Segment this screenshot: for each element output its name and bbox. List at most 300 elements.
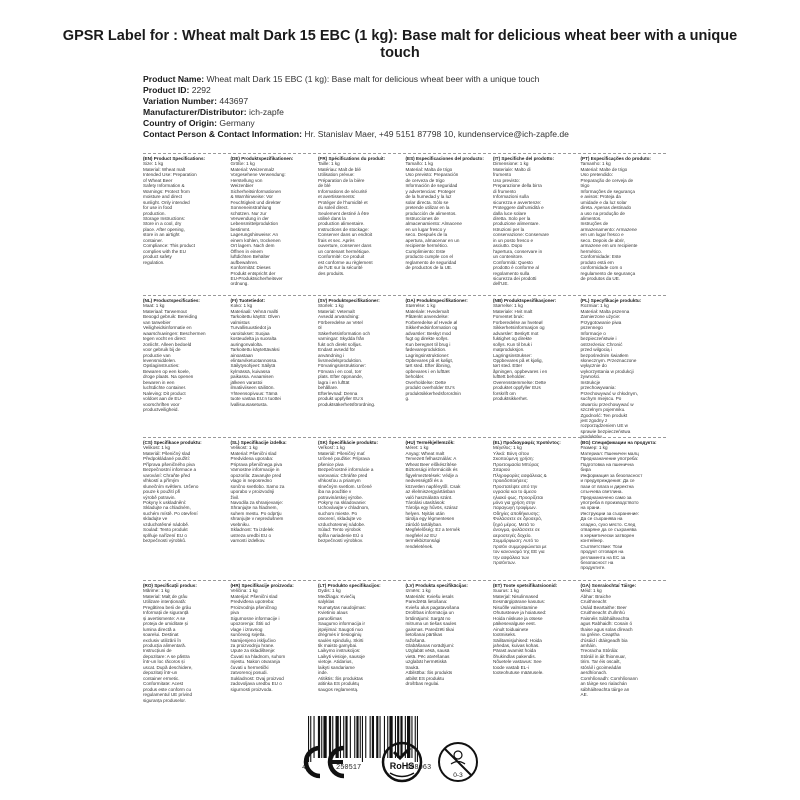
spec-line: Materiál: Pšeničný slad [143, 450, 191, 456]
spec-line: vsebniku. [230, 521, 250, 527]
spec-heading: (DA) Produktspecifikationer: [405, 298, 468, 303]
spec-line: Seulement destiné à être [318, 210, 370, 216]
spec-line: lagra i en lufttät [318, 379, 350, 385]
spec-line: dalla luce solare [493, 210, 527, 216]
spec-cell [143, 581, 227, 721]
spec-line: rendeletének. [405, 543, 434, 549]
spec-line: Материал: Пшеничен малц [580, 450, 639, 456]
spec-line: Materiał: Malta pszenna [580, 308, 630, 314]
spec-line: Materiál: Pšeničný mať [318, 450, 365, 456]
spec-line: mjestu. Nakon otvaranja [230, 659, 281, 665]
spec-line: paikassa. Avaamisen [230, 374, 274, 380]
spec-line: Подготовка на пшенична [580, 461, 634, 467]
spec-line: Lebensmittelproduktion [230, 221, 278, 227]
spec-heading: (ES) Especificaciones del producto: [405, 156, 484, 161]
spec-line: sprawie bezpieczeństwa [580, 428, 631, 434]
spec-line: Przygotowanie piwa [580, 319, 622, 325]
meta-value: 443697 [219, 96, 249, 106]
spec-line: Stóráil in áit fhionnuar, [580, 653, 626, 659]
spec-line: čuvati u hermetički [230, 664, 269, 670]
spec-cell [318, 154, 402, 294]
spec-line: Wheat Beer előkészítése [405, 461, 457, 467]
spec-heading: (BG) Спецификации на продукта: [580, 440, 657, 445]
spec-line: Beoogd gebruik: Bereiding [143, 314, 198, 320]
spec-line: Utilizare intenționată: [143, 599, 186, 605]
spec-cell [406, 438, 490, 578]
spec-line: fukt och direkt solljus. [318, 341, 362, 347]
spec-line: användning i [318, 352, 345, 358]
spec-line: alimentos. [580, 215, 602, 221]
spec-line: Kun beregnet til brug i [405, 341, 451, 347]
spec-line: Materiale: Hvit malt [493, 308, 533, 314]
spec-line: Ainult toiduainete [493, 626, 529, 632]
spec-line: Πληροφορίες ασφάλειας & [493, 472, 547, 478]
spec-line: ainoastaan [230, 352, 253, 358]
spec-line: frumento [493, 172, 512, 178]
spec-line: ξηρό μέρος. Μετά το [493, 521, 535, 527]
spec-line: atbilst ES produktu [405, 675, 445, 681]
spec-cell [581, 438, 665, 578]
spec-line: zatvorenoj posudi. [230, 670, 268, 676]
spec-line: & Warnhinweise: Vor [230, 194, 273, 200]
spec-line: for use in food [143, 205, 173, 211]
spec-line: пази от влага и директна [580, 483, 634, 489]
spec-line: in un posto fresco e [493, 237, 534, 243]
spec-line: direta. Apenas destinado [580, 205, 632, 211]
spec-line: tørt sted. Efter åbning, [405, 363, 451, 369]
spec-line: Σκοπούμενη χρήση: [493, 456, 534, 462]
spec-line: frais et sec. Après [318, 237, 355, 243]
spec-line: tirim. Tar éis oscailt, [580, 659, 621, 665]
spec-line: of Wheat Beer [143, 177, 173, 183]
spec-line: Informations de sécurité [318, 188, 368, 194]
spec-line: livsmedelsproduktion. [318, 357, 363, 363]
spec-line: aufbewahren. [230, 259, 259, 265]
spec-line: Numatytas naudojimas: [318, 604, 367, 610]
spec-line: Forberedelse av hveteøl [493, 319, 543, 325]
spec-line: wyłącznie do [580, 363, 607, 369]
spec-line: en un lugar fresco y [405, 226, 446, 232]
spec-line: živil. [230, 494, 240, 500]
spec-line: Οδηγίες αποθήκευσης: [493, 510, 540, 516]
spec-line: Méid: 1 kg [580, 588, 602, 594]
spec-line: Förberedelse av Vetel [318, 319, 363, 325]
spec-line: pretende utilizar en la [405, 205, 450, 211]
spec-cell [406, 296, 490, 436]
spec-line: gaismas. Paredzēti tikai [405, 626, 455, 632]
spec-line: du soleil direct. [318, 205, 349, 211]
spec-heading: (HR) Specifikacije proizvoda: [230, 583, 294, 588]
spec-line: za proizvodnju hrane. [230, 642, 275, 648]
spec-line: Laikyti vėsioje, sausoje [318, 653, 365, 659]
spec-line: Material: Weizenmalz [230, 166, 275, 172]
spec-line: Tarkoitettu käyttö: Olven [230, 314, 280, 320]
spec-line: voorschriften voor [143, 401, 180, 407]
spec-line: na gréine. Ceaptha [580, 632, 620, 638]
spec-line: Efterlevnad: Denna [318, 390, 358, 396]
spec-cell [493, 154, 577, 294]
meta-row [143, 129, 743, 140]
spec-line: bezpečnosti výrobků. [143, 538, 187, 544]
spec-line: продукт отговаря на [580, 549, 624, 555]
spec-line: Turvallisuustiedot ja [230, 325, 271, 331]
spec-line: și avertismente: A se [143, 615, 186, 621]
spec-line: Tamanho: 1 kg [580, 161, 611, 167]
spec-line: spĺňa nariadenie EÚ o [318, 532, 364, 538]
spec-line: Nisuõlle valmistamine [493, 604, 538, 610]
spec-line: Soulad: Tento produkt [143, 527, 188, 533]
spec-line: Mărime: 1 kg [143, 588, 170, 594]
spec-line: production. [143, 210, 166, 216]
spec-line: producción de alimentos. [405, 210, 457, 216]
spec-line: Storlek: 1 kg [318, 303, 344, 309]
spec-line: Informații de siguranță [143, 610, 189, 616]
spec-line: produkt uppfyller EU:s [318, 396, 364, 402]
spec-line: tooteohutuse määrusele. [493, 670, 544, 676]
spec-line: Material: Malta de trigo [405, 166, 453, 172]
spec-line: ηλιακό φως. Προορίζεται [493, 494, 544, 500]
spec-line: Μέγεθος: 1 kg [493, 445, 522, 451]
spec-line: einem kühlen, trockenen [230, 237, 281, 243]
spec-line: Предназначено само за [580, 494, 632, 500]
spec-line: slnečným svetlom. Určené [318, 483, 372, 489]
spec-line: Konformität: Dieses [230, 265, 271, 271]
spec-line: regolamento sulla [493, 270, 530, 276]
spec-line: termékbiztonsági [405, 538, 441, 544]
spec-row [143, 580, 666, 723]
spec-line: zadovoljava uredbu EU o [230, 681, 282, 687]
spec-line: g. [405, 396, 410, 402]
spec-line: lietošanai pārtikas [405, 632, 443, 638]
spec-line: di frumento [493, 188, 516, 194]
spec-line: sunčevog svjetla. [230, 632, 266, 638]
spec-line: Saugumo informacija ir [318, 621, 365, 627]
spec-heading: (NL) Productspecificaties: [143, 298, 200, 303]
spec-line: solar directa. Sólo se [405, 199, 449, 205]
spec-line: vlago in neposredno [230, 478, 272, 484]
spec-line: Informazioni sulla [493, 194, 529, 200]
spec-line: Veiligheidsinformatie en [143, 325, 192, 331]
spec-line: и предупреждения: Да се [580, 478, 635, 484]
spec-line: vzduchotesnej nádobe. [318, 521, 366, 527]
spec-line: splňuje nařízení EU o [143, 532, 187, 538]
spec-line: depozitați într-un [143, 670, 178, 676]
barcode-bar [360, 716, 361, 758]
spec-line: schützen. Nur zur [230, 210, 267, 216]
spec-line: Предназначение употреба: [580, 456, 639, 462]
spec-line: Påtænkt anvendelse: [405, 314, 449, 320]
spec-line: Przechowywać w chłodnym, [580, 390, 638, 396]
spec-line: Υλικό: Βύνη σίτου [493, 450, 530, 456]
spec-line: sollys. Kun til bruk i [493, 341, 533, 347]
spec-line: almacenamiento: Almacene [405, 221, 462, 227]
spec-line: apertura, almacenar en un [405, 237, 460, 243]
spec-line: przechowywania: [580, 385, 616, 391]
spec-line: Pärast avamist hoida [493, 648, 536, 654]
spec-line: Säkerhetsinformation och [318, 330, 371, 336]
spec-line: Size: 1 kg [143, 161, 164, 167]
spec-line: Kvietinio alaus [318, 610, 348, 616]
spec-line: Öffnen in einem [230, 248, 263, 254]
spec-heading: (SL) Specifikacije izdelka: [230, 440, 287, 445]
spec-line: Příprava pšeničného piva [143, 461, 195, 467]
rohs-icon [380, 740, 424, 789]
spec-cell [231, 296, 315, 436]
spec-row [143, 437, 666, 580]
spec-line: Varnostne informacije in [230, 467, 280, 473]
spec-cell [143, 296, 227, 436]
spec-cell [318, 438, 402, 578]
spec-line: piva [230, 610, 239, 616]
meta-value: ich-zapfe [249, 107, 284, 117]
spec-line: Laikymo instrukcijos: [318, 648, 361, 654]
spec-cell [143, 154, 227, 294]
spec-line: Инструкции за съхранение: [580, 510, 640, 516]
spec-line: EU-Produktsicherheitsver [230, 275, 283, 281]
spec-line: paruošimas [318, 615, 342, 621]
spec-line: Pregătirea berii de grâu [143, 604, 192, 610]
spec-line: Bezpečnostní informace a [143, 467, 197, 473]
spec-line: bezpośrednim światłem [580, 352, 629, 358]
spec-line: an táirge seo rialachán [580, 681, 627, 687]
spec-line: atitinka ES produktų [318, 681, 360, 687]
spec-line: Overensstemmelse: Dette [493, 379, 547, 385]
spec-line: helyen. Nyitás után [405, 510, 445, 516]
spec-line: Storage Instructions: [143, 215, 186, 221]
spec-line: pšenice piva [318, 461, 344, 467]
spec-line: Cumplimiento: Este [405, 248, 446, 254]
spec-line: rozporządzeniem UE w [580, 423, 628, 429]
spec-line: uscat. După deschidere, [143, 664, 193, 670]
spec-line: Skladnost: Ta izdelek [230, 527, 274, 533]
barcode-bar [370, 716, 371, 758]
spec-line: контейнер. [580, 538, 604, 544]
spec-line: słonecznym. Przeznaczone [580, 357, 637, 363]
spec-line: store in an airtight [143, 232, 180, 238]
spec-line: producto cumple con el [405, 254, 453, 260]
spec-line: a uso na produção de [580, 210, 625, 216]
spec-line: de blé [318, 183, 331, 189]
spec-line: e avisos: Proteja da [580, 194, 621, 200]
spec-line: Да се съхранява на [580, 516, 623, 522]
spec-line: bezpieczeństwie i [580, 336, 617, 342]
spec-line: ostrzeżenia: Chronić [580, 341, 623, 347]
spec-heading: (LV) Produkta specifikācijas: [405, 583, 468, 588]
spec-line: umidade e da luz solar [580, 199, 627, 205]
spec-line: laikyti sandariame [318, 664, 355, 670]
spec-line: varnosti izdelkov. [230, 538, 266, 544]
spec-line: Kviešu alus pagatavošana [405, 604, 460, 610]
spec-line: Comhlíonadh: Comhlíonann [580, 675, 638, 681]
spec-line: elintarviketuotannossa. [230, 357, 278, 363]
spec-line: употреба в производството [580, 499, 639, 505]
barcode-bar [356, 716, 358, 758]
spec-line: reglamento de seguridad [405, 259, 457, 265]
spec-line: Izmērs: 1 kg [405, 588, 431, 594]
spec-cell [581, 581, 665, 721]
spec-line: Material: Vetemalt [318, 308, 355, 314]
spec-line: upozorenja: Štiti od [230, 621, 270, 627]
spec-line: Opbevares på et køligt, [405, 357, 453, 363]
spec-line: lufttett beholder. [493, 374, 526, 380]
spec-line: produktsikkerhedsforordnin [405, 390, 461, 396]
spec-line: Размер: 1 kg [580, 445, 608, 451]
meta-row [143, 85, 743, 96]
spec-line: figyelmeztetések: Védje a [405, 472, 458, 478]
spec-line: într-un loc răcoros și [143, 659, 185, 665]
spec-line: d'úsáid i dtáirgeadh bia [580, 637, 628, 643]
spec-line: uzglabāt hermētiskā [405, 659, 447, 665]
spec-heading: (ET) Toote spetsifikatsioonid: [493, 583, 558, 588]
spec-line: traukā. [405, 664, 420, 670]
spec-line: jälkeen varastoi [230, 379, 263, 385]
spec-line: regulamento de segurança [580, 270, 636, 276]
spec-line: container. [143, 237, 163, 243]
spec-line: diretta. Solo per la [493, 215, 531, 221]
spec-line: Lagringsinstrukser: [493, 352, 532, 358]
spec-line: amháin. [580, 642, 597, 648]
spec-line: Namijenjeno isključivo [230, 637, 276, 643]
spec-cell [493, 581, 577, 721]
spec-line: Anyag: Wheat malt [405, 450, 445, 456]
spec-line: Materiāls: Kviešu iesals [405, 593, 454, 599]
spec-line: безопасност на [580, 559, 614, 565]
spec-line: Tervezett felhasználás: A [405, 456, 457, 462]
spec-line: Συμμόρφωση: Αυτό το [493, 538, 539, 544]
spec-line: tárolja egy légmentesen [405, 516, 455, 522]
spec-line: Material: Wheat malt [143, 166, 186, 172]
spec-line: un contenitore. [493, 254, 524, 260]
spec-line: Naleving: Dit product [143, 390, 186, 396]
spec-line: Koko: 1 kg [230, 303, 253, 309]
spec-line: Store in a cool, dry [143, 221, 182, 227]
spec-line: Shranjujte na hladnem, [230, 505, 278, 511]
spec-line: Instruções de [580, 221, 609, 227]
spec-line: stóráil i gcoimeádán [580, 664, 622, 670]
spec-line: päikesevalguse eest. [493, 621, 536, 627]
spec-line: Paredzētā lietošana: [405, 599, 448, 605]
spec-line: des produits. [318, 270, 345, 276]
spec-line: fugt og direkte sollys. [405, 336, 449, 342]
spec-line: Sikkerhedsinformation og [405, 325, 458, 331]
spec-heading: (NB) Produktspesifikasjoner: [493, 298, 557, 303]
spec-line: hermético. [580, 248, 602, 254]
spec-line: Rozmiar: 1 kg [580, 303, 609, 309]
spec-line: Größe: 1 kg [230, 161, 255, 167]
spec-line: Προετοιμασία Μπύρας [493, 461, 539, 467]
barcode-bar [362, 716, 363, 762]
spec-line: Produkt entspricht der [230, 270, 276, 276]
spec-line: bewaren in een [143, 379, 175, 385]
page-title: GPSR Label for : Wheat malt Dark 15 EBC (1 kg): Base malt for delicious wheat beer with a unique touch [62, 28, 738, 61]
spec-line: Upute za skladištenje: [230, 648, 276, 654]
spec-line: Atbilstība: Šis produkts [405, 670, 453, 676]
spec-cell [406, 154, 490, 294]
spec-line: żywności. [580, 374, 601, 380]
spec-line: depozitare: A se păstra [143, 653, 190, 659]
spec-line: výrobě potravin. [143, 494, 176, 500]
spec-line: Megfelelőség: Ez a termék [405, 527, 460, 533]
spec-cell [143, 438, 227, 578]
spec-line: Materiale: Malto di [493, 166, 531, 172]
spec-line: shranjujte v nepredušnem [230, 516, 284, 522]
spec-line: Velikost: 1 kg [143, 445, 171, 451]
meta-label: Contact Person & Contact Information: [143, 129, 302, 139]
spec-heading: (SV) Produktspecifikationer: [318, 298, 380, 303]
spec-line: Maat: 1 kg [143, 303, 165, 309]
meta-value: Germany [219, 118, 255, 128]
spec-line: Avsedd användning: [318, 314, 360, 320]
spec-line: Compliance: This product [143, 243, 196, 249]
spec-line: τον κανονισμό της ΕΕ για [493, 549, 545, 555]
spec-line: Προστατέψτε από την [493, 483, 538, 489]
spec-line: varování: Chraňte před [143, 472, 190, 478]
spec-line: Instrukcje [580, 379, 601, 385]
spec-heading: (IT) Specifiche del prodotto: [493, 156, 554, 161]
spec-line: ražošanā. [405, 637, 426, 643]
spec-line: Medžiaga: Kviečių [318, 593, 356, 599]
spec-line: Materijal: Pšenični slad [230, 593, 278, 599]
spec-line: ordnung. [230, 281, 249, 287]
spec-line: Eesmärgipärane kasutus: [493, 599, 546, 605]
spec-row [143, 153, 666, 296]
spec-heading: (DE) Produktspezifikationen: [230, 156, 294, 161]
spec-line: uporabo v proizvodnji [230, 489, 275, 495]
meta-label: Country of Origin: [143, 118, 217, 128]
spec-line: matproduksjon. [493, 347, 525, 353]
spec-line: õhukindlas pakendis. [493, 653, 536, 659]
ce-mark-icon [300, 742, 350, 787]
spec-line: slunečním světlem. Určeno [143, 483, 199, 489]
spec-line: Glabāšanas norādījumi: [405, 642, 455, 648]
spec-line: προϊόν συμμορφώνεται με [493, 543, 547, 549]
spec-cell [231, 581, 315, 721]
spec-row [143, 295, 666, 438]
spec-line: varoitukset: Suojaa [230, 330, 270, 336]
spec-line: Materjal: Nisulinnased [493, 593, 539, 599]
spec-line: Σιταριού [493, 467, 510, 473]
barcode-bar [365, 716, 366, 758]
spec-line: Predvidena uporaba: [230, 456, 274, 462]
spec-line: plats. Efter öppnande, [318, 374, 363, 380]
spec-line: moisture and direct [143, 194, 183, 200]
spec-line: Dydis: 1 kg [318, 588, 341, 594]
spec-line: produzione alimentare. [493, 221, 540, 227]
spec-line: bestimmt. [230, 226, 251, 232]
spec-line: megfelel az EU [405, 532, 437, 538]
spec-line: suchom mieste. Po [318, 510, 358, 516]
spec-line: container ermetic. [143, 675, 180, 681]
spec-line: tegen vocht en direct [143, 336, 186, 342]
spec-line: Preparazione della birra [493, 183, 542, 189]
meta-value: Hr. Stanislav Maer, +49 5151 87798 10, kundenservice@ich-zapfe.de [304, 129, 569, 139]
spec-line: μόνο για χρήση στην [493, 499, 536, 505]
meta-value: 2292 [191, 85, 211, 95]
spec-line: Preparação de cerveja de [580, 177, 634, 183]
spec-line: παραγωγή τροφίμων. [493, 505, 537, 511]
spec-line: Φυλάσσετε σε δροσερό, [493, 516, 543, 522]
spec-line: armazene em um recipiente [580, 243, 638, 249]
barcode-digits-left: 250517 [336, 764, 362, 772]
spec-line: Weizenbier [230, 183, 254, 189]
spec-line: regulamentul UE privind [143, 692, 193, 698]
barcode-bar [372, 716, 374, 758]
spec-line: az élelmiszergyártásban [405, 489, 456, 495]
spec-line: įspėjimai: Saugoti nuo [318, 626, 363, 632]
spec-line: auringonvalolta. [230, 341, 263, 347]
spec-line: Čuvati na hladnom, suhom [230, 653, 286, 659]
spec-line: Skladujte na chladném, [143, 505, 191, 511]
